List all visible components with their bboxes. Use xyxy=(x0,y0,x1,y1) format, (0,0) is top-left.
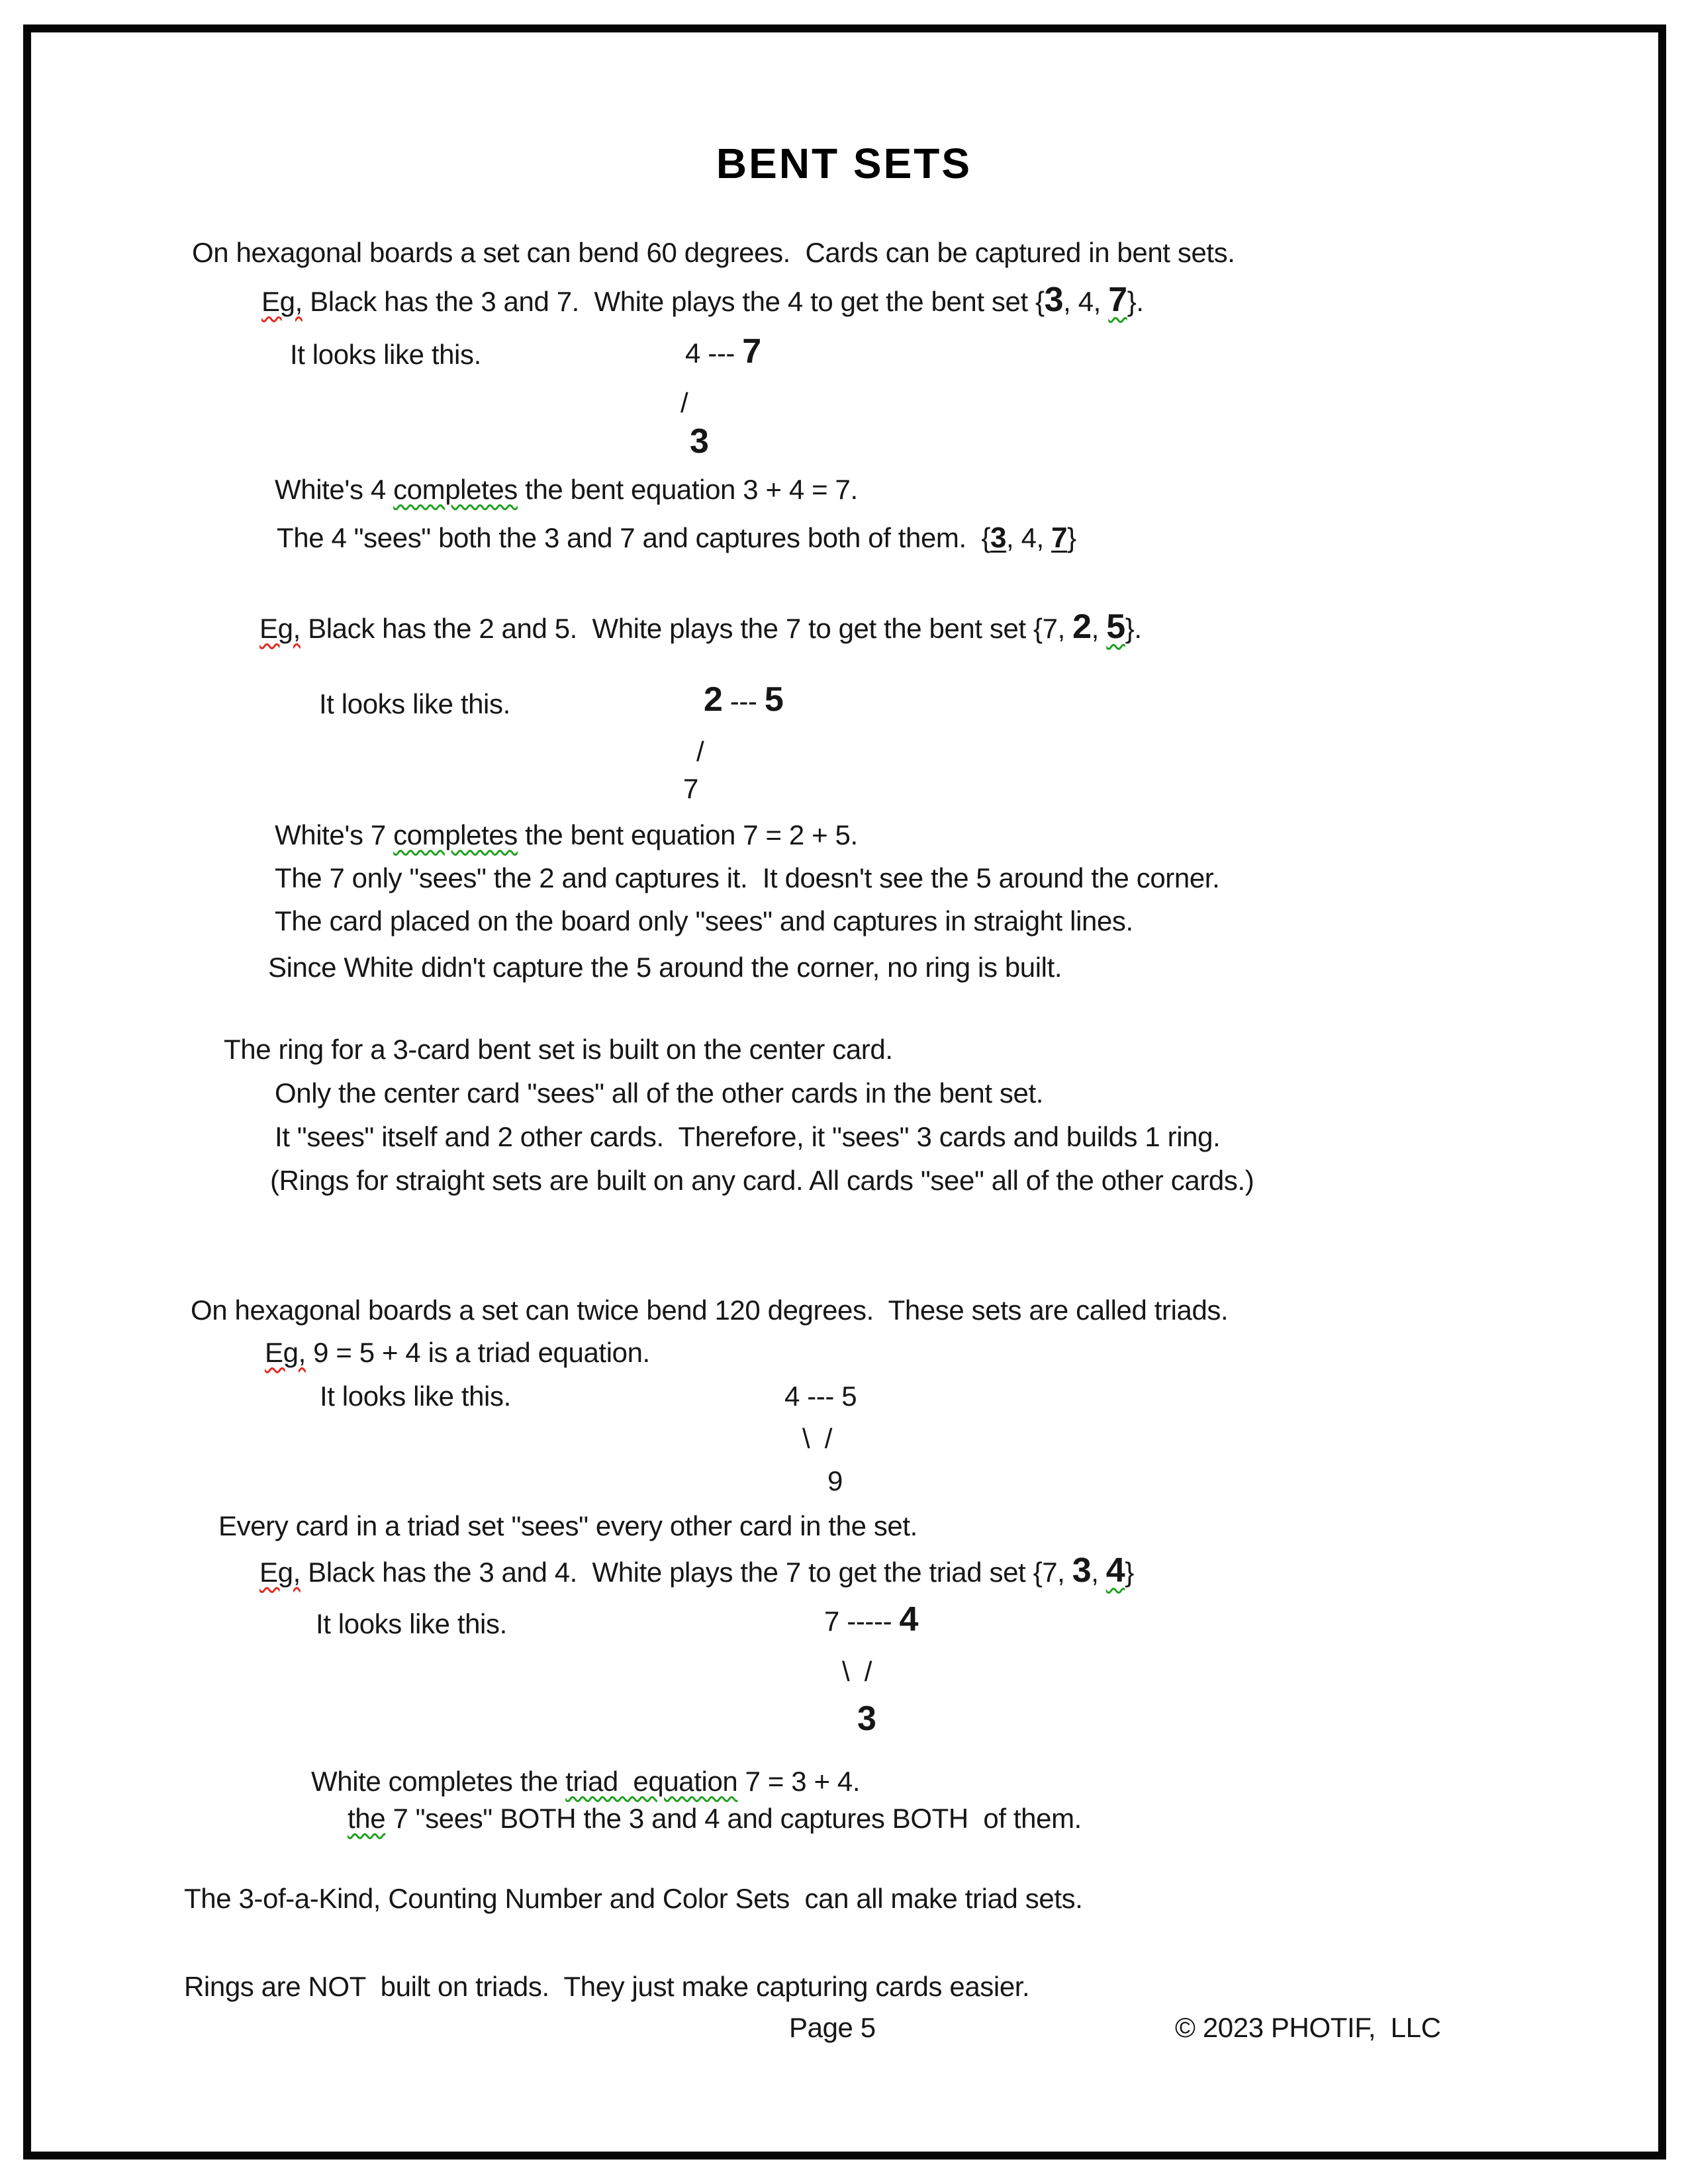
line-segment: }. xyxy=(1127,286,1144,317)
diagram-number: 7 xyxy=(683,773,698,804)
diagram-caption: It looks like this. xyxy=(316,1608,507,1639)
grammar-flagged-phrase: triad equation xyxy=(565,1766,738,1797)
line-segment: the bent equation 7 = 2 + 5. xyxy=(517,819,858,850)
line-segment: White's 4 xyxy=(275,474,394,505)
line-segment: Black has the 2 and 5. White plays the 7 to get the bent set {7, xyxy=(300,613,1073,644)
diagram-triad-top-row xyxy=(824,1600,918,1639)
line-segment: }. xyxy=(1125,613,1142,644)
diagram-caption: It looks like this. xyxy=(319,688,510,719)
diagram-number: 3 xyxy=(690,422,709,461)
line-segment: Black has the 3 and 7. White plays the 4 to get the bent set { xyxy=(302,286,1045,317)
diagram-triad-top-row: 4 --- 5 xyxy=(784,1381,857,1412)
diagram-number: 9 xyxy=(827,1465,843,1496)
line-segment: , xyxy=(1091,1557,1106,1588)
bold-number: 3 xyxy=(1044,281,1064,319)
example-line xyxy=(261,281,1144,319)
misspelled-word: Eg, xyxy=(259,1557,301,1588)
bold-number: 7 xyxy=(1108,281,1127,319)
text-line: On hexagonal boards a set can twice bend 120 degrees. These sets are called triads. xyxy=(191,1295,1229,1326)
bold-number: 3 xyxy=(1072,1551,1092,1590)
misspelled-word: Eg, xyxy=(259,613,301,644)
bold-number: 7 xyxy=(742,332,761,371)
diagram-bent-top-row xyxy=(685,332,761,371)
diagram-number: 7 ----- xyxy=(824,1606,900,1637)
example-line xyxy=(259,1551,1134,1590)
bold-number: 4 xyxy=(1105,1551,1125,1590)
bold-number: 4 xyxy=(899,1600,918,1639)
text-line: The ring for a 3-card bent set is built on the center card. xyxy=(224,1034,893,1065)
line-segment: Black has the 3 and 4. White plays the 7 to get the triad set {7, xyxy=(300,1557,1072,1588)
line-segment: the bent equation 3 + 4 = 7. xyxy=(517,474,858,505)
bold-number: 5 xyxy=(1106,608,1125,646)
underlined-number: 3 xyxy=(990,522,1007,554)
grammar-flagged-word: completes xyxy=(393,819,518,850)
text-line: Every card in a triad set "sees" every other card in the set. xyxy=(218,1510,917,1541)
text-line xyxy=(311,1766,860,1797)
diagram-slash: / xyxy=(680,387,688,418)
line-segment: The 4 "sees" both the 3 and 7 and captures both of them. { xyxy=(277,522,990,553)
diagram-slashes: \ / xyxy=(842,1656,872,1687)
misspelled-word: Eg, xyxy=(265,1337,306,1368)
text-line xyxy=(275,819,858,850)
text-line xyxy=(277,522,1076,554)
underlined-number: 7 xyxy=(1051,522,1068,554)
diagram-number: 3 xyxy=(857,1700,876,1738)
line-segment: } xyxy=(1067,522,1076,553)
example-line xyxy=(259,608,1142,646)
example-line xyxy=(265,1337,650,1368)
text-line: The 7 only "sees" the 2 and captures it. It doesn't see the 5 around the corner. xyxy=(275,862,1220,893)
grammar-flagged-word: the xyxy=(348,1803,386,1834)
line-segment: , 4, xyxy=(1006,522,1052,553)
line-segment: , xyxy=(1091,613,1107,644)
line-segment: White's 7 xyxy=(275,819,394,850)
diagram-caption: It looks like this. xyxy=(320,1381,511,1412)
footer-copyright: © 2023 PHOTIF, LLC xyxy=(1175,2012,1441,2043)
grammar-flagged-word: completes xyxy=(393,474,518,505)
text-line: Rings are NOT built on triads. They just make capturing cards easier. xyxy=(184,1971,1030,2002)
text-line: On hexagonal boards a set can bend 60 degrees. Cards can be captured in bent sets. xyxy=(192,237,1235,268)
line-segment: 7 = 3 + 4. xyxy=(737,1766,861,1797)
bold-number: 2 xyxy=(704,680,723,719)
diagram-slash: / xyxy=(696,736,704,767)
text-line: The card placed on the board only "sees" and captures in straight lines. xyxy=(275,905,1133,936)
footer-page-number: Page 5 xyxy=(789,2012,876,2043)
text-line: (Rings for straight sets are built on any card. All cards "see" all of the other cards.) xyxy=(270,1165,1254,1196)
page-title: BENT SETS xyxy=(716,140,972,187)
diagram-caption: It looks like this. xyxy=(290,339,481,370)
line-segment: } xyxy=(1125,1557,1134,1588)
misspelled-word: Eg, xyxy=(261,286,303,317)
text-line: Since White didn't capture the 5 around the corner, no ring is built. xyxy=(268,952,1062,983)
text-line: It "sees" itself and 2 other cards. Therefore, it "sees" 3 cards and builds 1 ring. xyxy=(275,1121,1221,1152)
diagram-bent-top-row xyxy=(704,680,783,719)
line-segment: White completes the xyxy=(311,1766,566,1797)
line-segment: 9 = 5 + 4 is a triad equation. xyxy=(305,1337,650,1368)
diagram-dashes: --- xyxy=(722,686,765,717)
line-segment: , 4, xyxy=(1063,286,1109,317)
text-line: Only the center card "sees" all of the other cards in the bent set. xyxy=(275,1077,1043,1109)
text-line xyxy=(348,1803,1082,1834)
diagram-slashes: \ / xyxy=(802,1423,833,1454)
bold-number: 2 xyxy=(1072,608,1092,646)
text-line: The 3-of-a-Kind, Counting Number and Color Sets can all make triad sets. xyxy=(184,1883,1083,1914)
diagram-number: 4 --- xyxy=(685,338,743,369)
text-line xyxy=(275,474,858,505)
bold-number: 5 xyxy=(764,680,784,719)
line-segment: 7 "sees" BOTH the 3 and 4 and captures BOTH of them. xyxy=(385,1803,1082,1834)
